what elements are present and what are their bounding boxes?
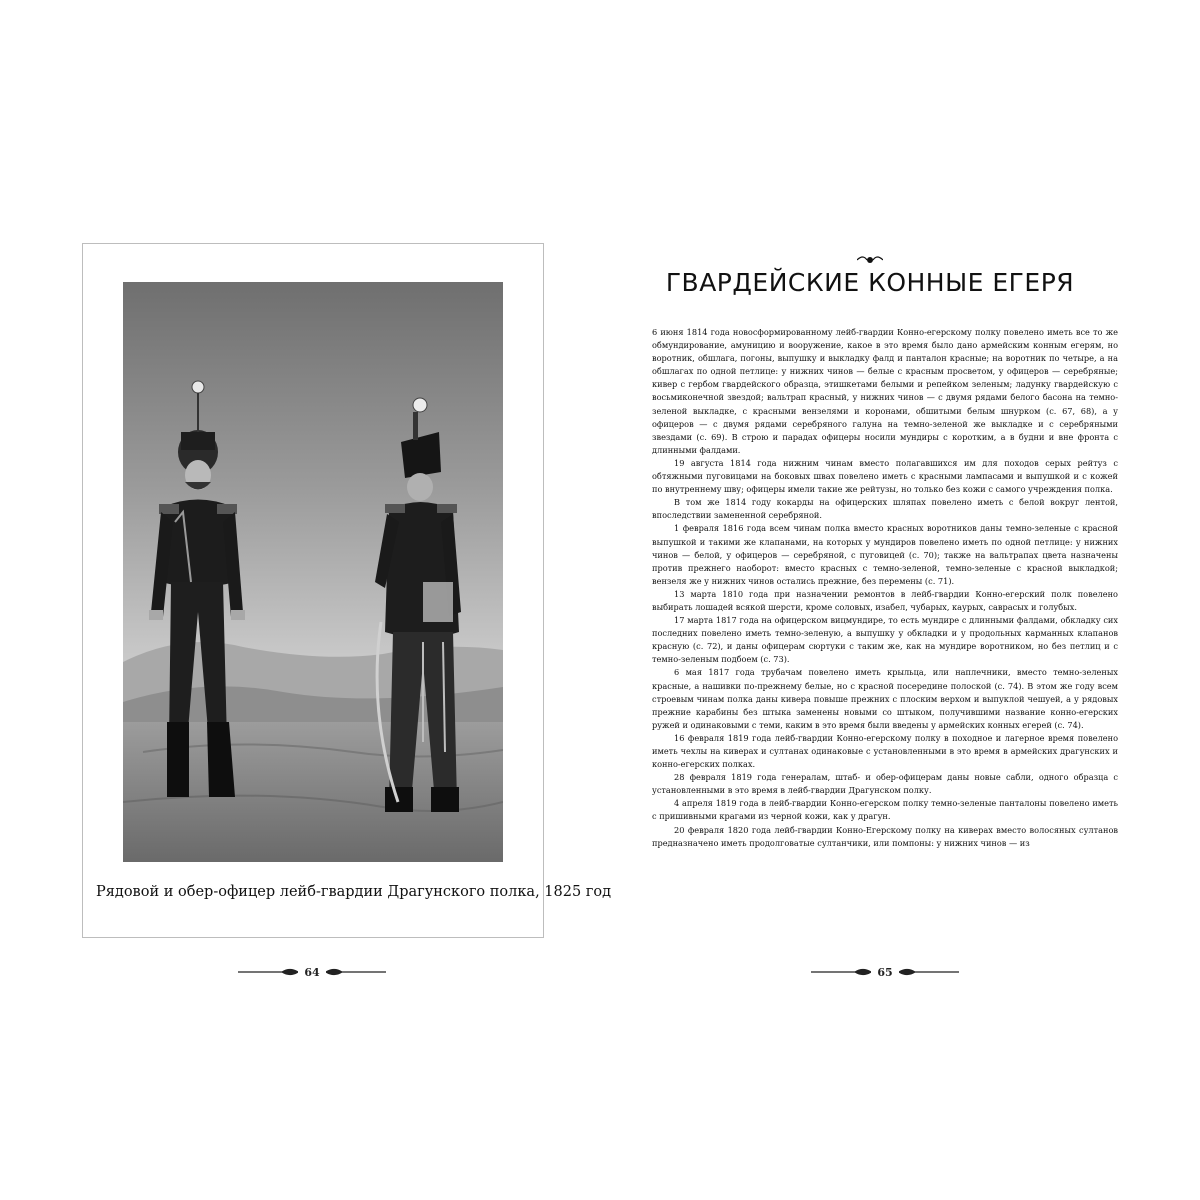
left-folio [232, 962, 392, 982]
illustration-plate [123, 282, 503, 862]
paragraph: 1 февраля 1816 года всем чинам полка вместо красных воротников даны темно-зеленые с красной выпушкой и такими же клапанами, на которых у мундиров повелено иметь по одной петлице: у нижних чинов — белой, у офицеров — серебряной, с пуговицей (с. 70); также на вальтрапах цвета назначены против прежнего наоборот: вместо красных с темно-зеленой, темно-зеленые с красной выкладкой; вензеля же у нижних чинов остались прежние, без перемены (с. 71). [652, 523, 1118, 586]
paragraph: 17 марта 1817 года на офицерском вицмундире, то есть мундире с длинными фалдами, обкладку сих последних повелено иметь темно-зеленую, а выпушку у обкладки и у продольных карманных клапанов красную (с. 72), и даны офицерам сюртуки с таким же, как на мундире воротником, но без петлиц и с темно-зеленым подбоем (с. 73). [652, 615, 1118, 665]
paragraph: 28 февраля 1819 года генералам, штаб- и обер-офицерам даны новые сабли, одного образца с установленными в это время в лейб-гвардии Драгунском полку. [652, 772, 1118, 796]
paragraph: 19 августа 1814 года нижним чинам вместо полагавшихся им для походов серых рейтуз с обтяжными пуговицами на боковых швах повелено иметь с красными лампасами и выпушкой и с кожей по внутреннему шву; офицеры имели такие же рейтузы, но только без кожи с самого учреждения полка. [652, 457, 1118, 495]
page-number-left: 64 [304, 965, 320, 979]
folio-ornament-right-icon [899, 967, 959, 977]
paragraph: 6 мая 1817 года трубачам повелено иметь крыльца, или наплечники, вместо темно-зеленых красные, а нашивки по-прежнему белые, но с красной посередине полоской (с. 74). В этом же году всем строевым чинам полка даны кивера повыше прежних с плоским верхом и выпуклой чешуей, а у рядовых прежние карабины без штыка заменены новыми со штыком, получившими название конно-егерских ружей и одинаковыми с теми, каким в это время были введены у армейских конных егерей (с. 74). [652, 667, 1118, 730]
page-number-right: 65 [877, 965, 893, 979]
paragraph: 16 февраля 1819 года лейб-гвардии Конно-егерскому полку в походное и лагерное время повелено иметь чехлы на киверах и султанах одинаковые с установленными в это время в армейских драгунских и конно-егерских полках. [652, 732, 1118, 770]
plate-caption: Рядовой и обер-офицер лейб-гвардии Драгунского полка, 1825 год [96, 884, 612, 900]
folio-ornament-right-icon [326, 967, 386, 977]
right-folio [805, 962, 965, 982]
body-text [652, 326, 1118, 952]
paragraph: 20 февраля 1820 года лейб-гвардии Конно-Егерскому полку на киверах вместо волосяных султанов предназначено иметь продолговатые султанчики, или помпоны: у нижних чинов — из [652, 824, 1118, 848]
folio-ornament-left-icon [811, 967, 871, 977]
folio-ornament-left-icon [238, 967, 298, 977]
paragraph: 13 марта 1810 года при назначении ремонтов в лейб-гвардии Конно-егерский полк повелено выбирать лошадей всякой шерсти, кроме соловых, изабел, чубарых, каурых, саврасых и голубых. [652, 588, 1118, 612]
chapter-title: ГВАРДЕЙСКИЕ КОННЫЕ ЕГЕРЯ [665, 268, 1075, 297]
title-ornament-icon [857, 254, 883, 266]
paragraph: В том же 1814 году кокарды на офицерских шляпах повелено иметь с белой вокруг лентой, впоследствии замененной серебряной. [652, 497, 1118, 521]
paragraph: 6 июня 1814 года новосформированному лейб-гвардии Конно-егерскому полку повелено иметь все то же обмундирование, амуницию и вооружение, какое в это время было дано армейским конным егерям, но воротник, обшлага, погоны, выпушку и выкладку фалд и панталон красные; на воротник по четыре, а на обшлагах по одной петлице: у нижних чинов — белые с красным просветом, у офицеров — серебряные; кивер с гербом гвардейского образца, этишкетами белыми и репейком зеленым; ладунку гвардейскую с восьмиконечной звездой; вальтрап красный, у нижних чинов — с двумя рядами белого басона на темно-зеленой выкладке, с красными вензелями и коронами, обшитыми белым шнурком (с. 67, 68), а у офицеров — с двумя рядами серебряного галуна на темно-зеленой же выкладке и с серебряными звездами (с. 69). В строю и парадах офицеры носили мундиры с коротким, а в будни и вне фронта с длинными фалдами. [652, 327, 1118, 455]
dragoon-illustration [123, 282, 503, 862]
paragraph: 4 апреля 1819 года в лейб-гвардии Конно-егерском полку темно-зеленые панталоны повелено иметь с пришивными крагами из черной кожи, как у драгун. [652, 798, 1118, 822]
